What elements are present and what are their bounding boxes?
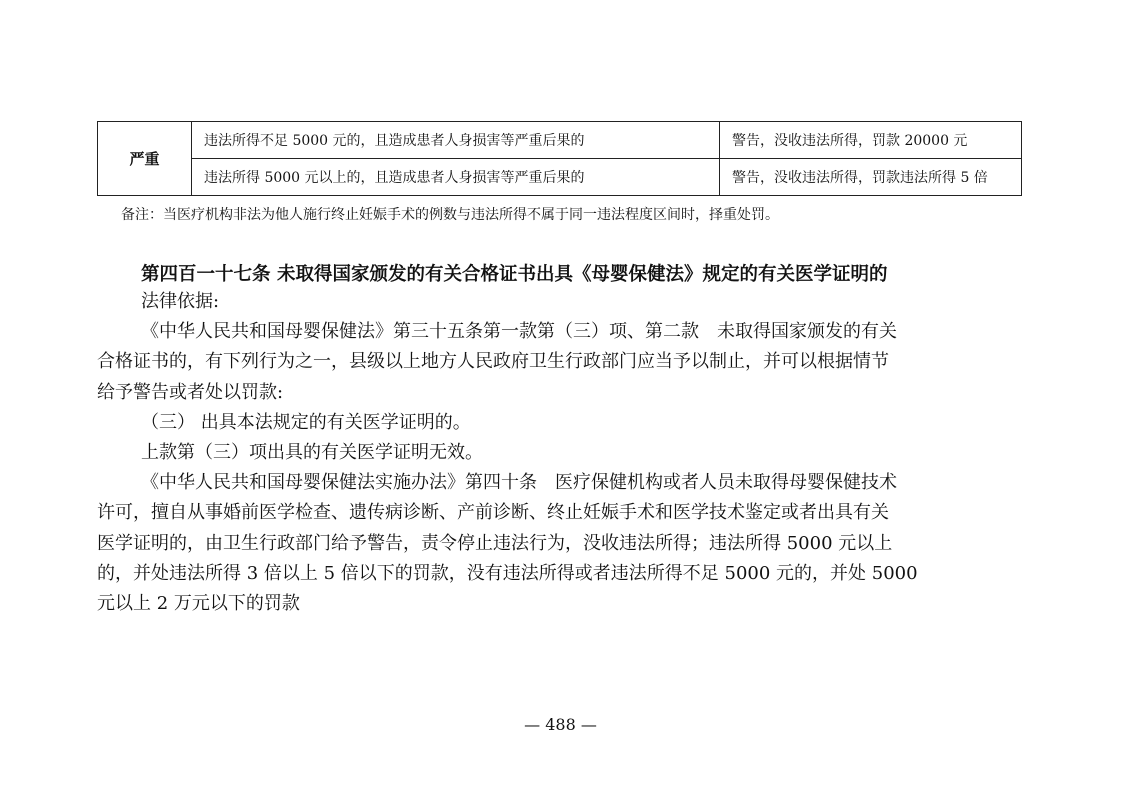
paragraph-line: 给予警告或者处以罚款:: [97, 381, 284, 403]
legal-basis-label: 法律依据:: [141, 291, 220, 312]
table-row: [98, 122, 1022, 159]
table-note: 备注：当医疗机构非法为他人施行终止妊娠手术的例数与违法所得不属于同一违法程度区间时，择重处罚。: [121, 207, 779, 223]
paragraph-line: 的，并处违法所得 3 倍以上 5 倍以下的罚款，没有违法所得或者违法所得不足 5000 元的，并处 5000: [97, 562, 918, 584]
penalty-cell: 警告，没收违法所得，罚款 20000 元: [720, 122, 1022, 159]
paragraph-line: 《中华人民共和国母婴保健法》第三十五条第一款第（三）项、第二款 未取得国家颁发的有关: [141, 321, 897, 343]
paragraph-line: 上款第（三）项出具的有关医学证明无效。: [141, 441, 483, 463]
article-body: [97, 287, 1027, 619]
paragraph-line: 许可，擅自从事婚前医学检查、遗传病诊断、产前诊断、终止妊娠手术和医学技术鉴定或者出具有关: [97, 502, 889, 524]
paragraph-line: 元以上 2 万元以下的罚款: [97, 592, 300, 614]
paragraph-line: 合格证书的，有下列行为之一，县级以上地方人民政府卫生行政部门应当予以制止，并可以根据情节: [97, 351, 889, 373]
penalty-cell: 警告，没收违法所得，罚款违法所得 5 倍: [720, 159, 1022, 196]
severity-level-cell: 严重: [98, 122, 192, 196]
table-row: [98, 159, 1022, 196]
paragraph-line: 医学证明的，由卫生行政部门给予警告，责令停止违法行为，没收违法所得；违法所得 5000 元以上: [97, 532, 893, 554]
condition-cell: 违法所得 5000 元以上的，且造成患者人身损害等严重后果的: [192, 159, 720, 196]
condition-cell: 违法所得不足 5000 元的，且造成患者人身损害等严重后果的: [192, 122, 720, 159]
paragraph-line: （三） 出具本法规定的有关医学证明的。: [141, 411, 471, 433]
penalty-table: [97, 121, 1022, 196]
article-heading: 第四百一十七条 未取得国家颁发的有关合格证书出具《母婴保健法》规定的有关医学证明的: [141, 264, 888, 285]
page-number: — 488 —: [524, 715, 597, 734]
paragraph-line: 《中华人民共和国母婴保健法实施办法》第四十条 医疗保健机构或者人员未取得母婴保健技术: [141, 472, 897, 494]
